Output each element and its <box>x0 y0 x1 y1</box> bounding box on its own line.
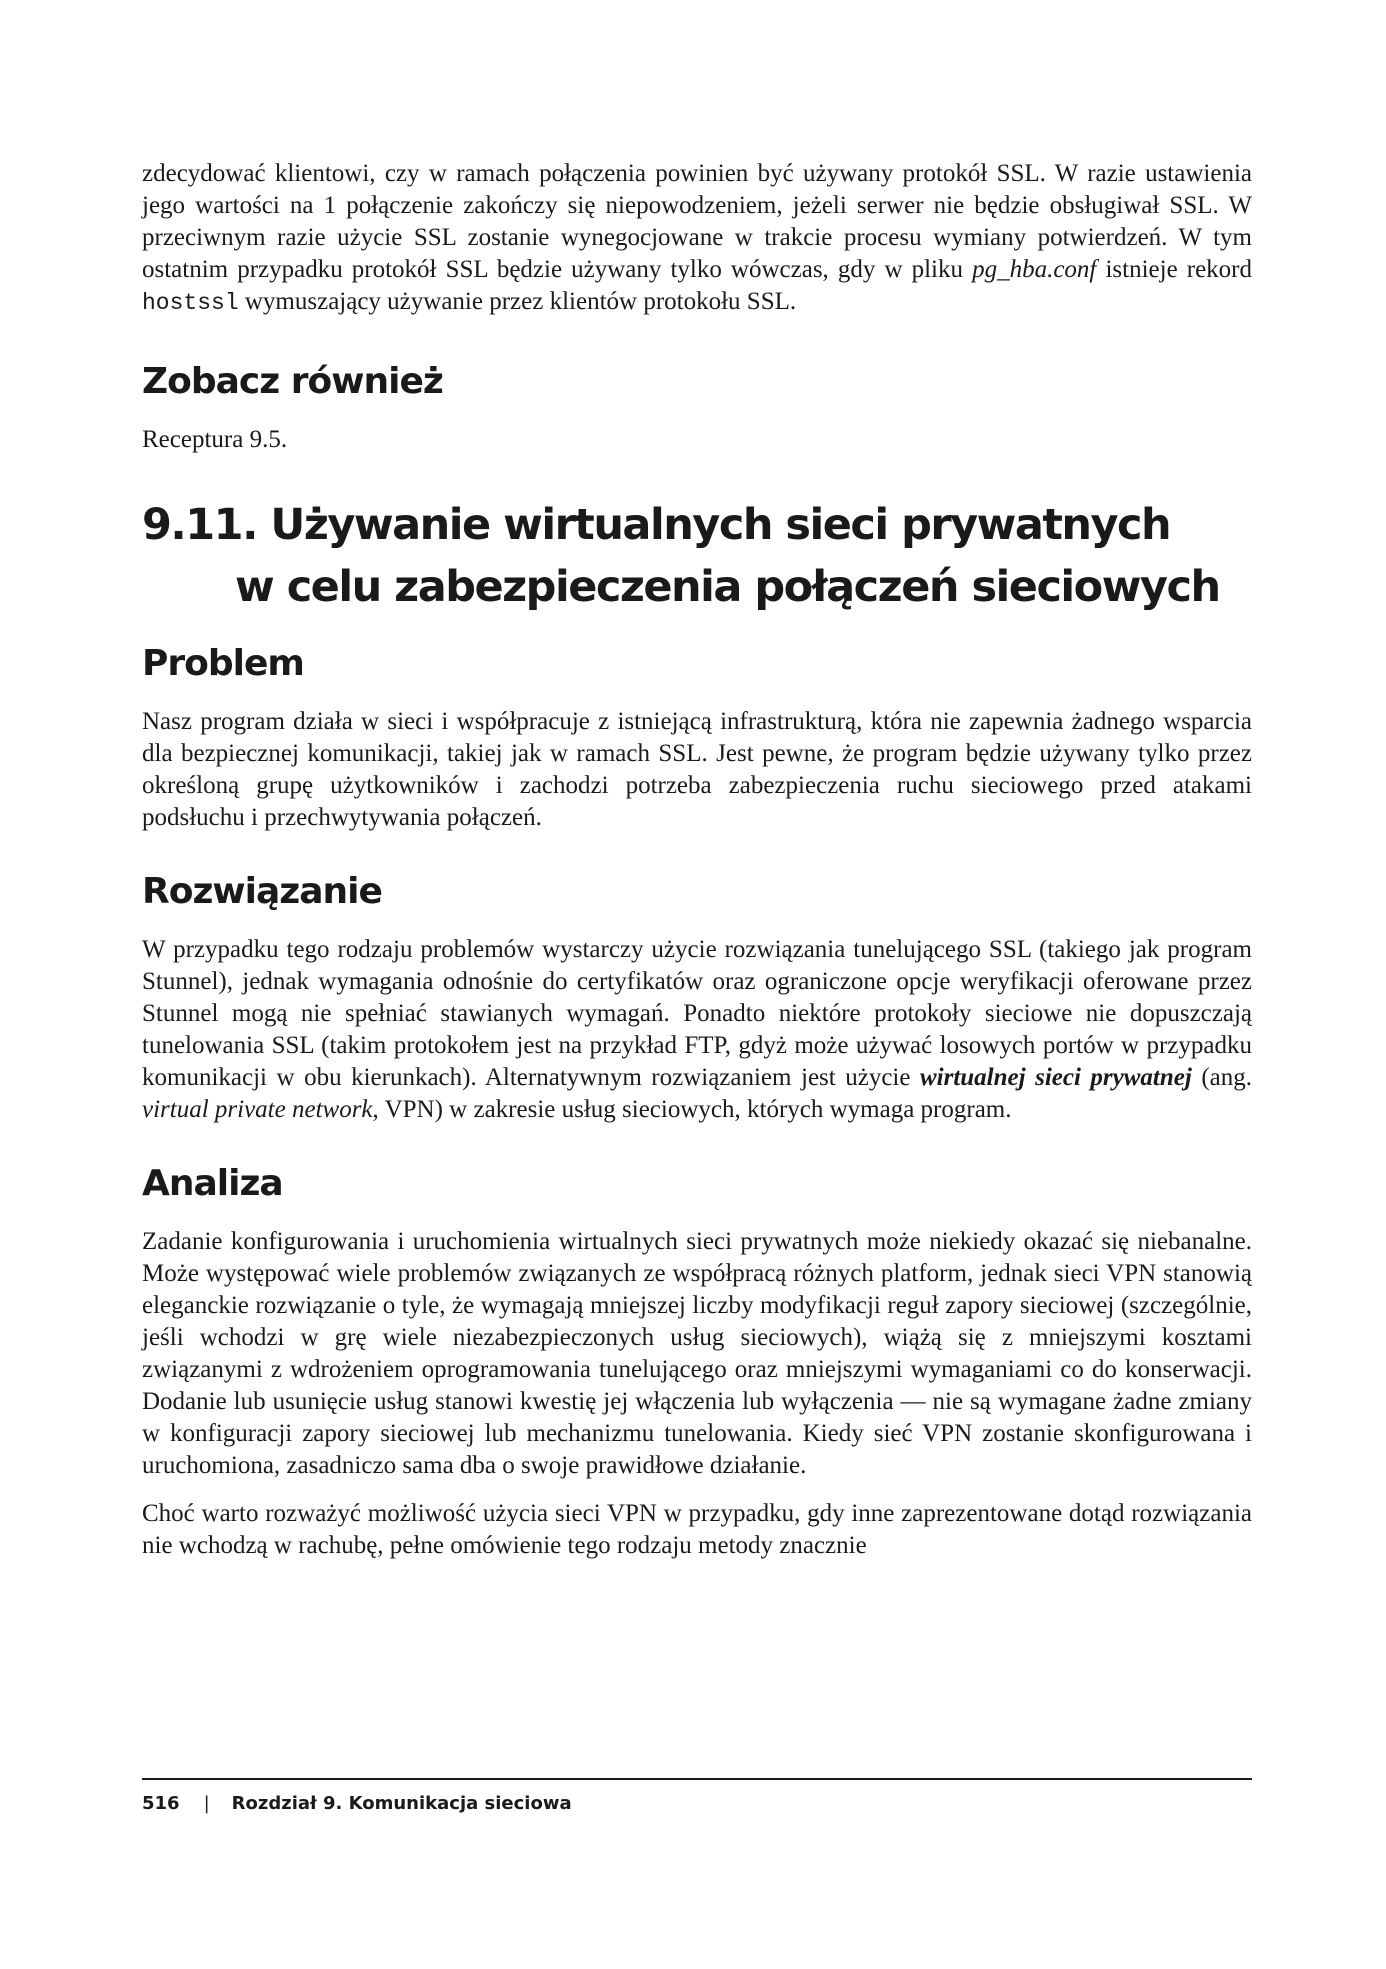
solution-text-3: , VPN) w zakresie usług sieciowych, których wymaga program. <box>372 1096 1012 1123</box>
chapter-title-line2: w celu zabezpieczenia połączeń sieciowych <box>235 562 1220 612</box>
heading-analysis: Analiza <box>142 1163 283 1204</box>
footer-chapter: Rozdział 9. Komunikacja sieciowa <box>231 1793 572 1814</box>
chapter-title-line1: 9.11. Używanie wirtualnych sieci prywatnych <box>142 500 1171 550</box>
intro-text-1: zdecydować klientowi, czy w ramach połączenia powinien być używany protokół SSL. W razie ustawienia jego wartości na 1 połączenie zakończy się niepowodzeniem, jeżeli serwer nie będzie obsługiwał SSL. W przeciwnym razie użycie SSL zostanie wynegocjowane w trakcie procesu wymiany potwierdzeń. W tym ostatnim przypadku protokół SSL będzie używany tylko wówczas, gdy w pliku <box>142 160 1252 283</box>
term-vpn-en: virtual private network <box>142 1096 373 1123</box>
analysis-paragraph-2: Choć warto rozważyć możliwość użycia sieci VPN w przypadku, gdy inne zaprezentowane dotąd rozwiązania nie wchodzą w rachubę, pełne omówienie tego rodzaju metody znacznie <box>142 1500 1252 1559</box>
problem-text: Nasz program działa w sieci i współpracuje z istniejącą infrastrukturą, która nie zapewnia żadnego wsparcia dla bezpiecznej komunikacji, takiej jak w ramach SSL. Jest pewne, że program będzie używany tylko przez określoną grupę użytkowników i zachodzi potrzeba zabezpieczenia ruchu sieciowego przed atakami podsłuchu i przechwytywania połączeń. <box>142 708 1252 831</box>
see-also-text: Receptura 9.5. <box>142 426 288 453</box>
page-content <box>142 158 1252 1562</box>
page-number: 516 <box>142 1793 180 1814</box>
page-footer <box>142 1778 1252 1816</box>
analysis-paragraph-1: Zadanie konfigurowania i uruchomienia wirtualnych sieci prywatnych może niekiedy okazać się niebanalne. Może występować wiele problemów związanych ze współpracą różnych platform, jednak sieci VPN stanowią eleganckie rozwiązanie o tyle, że wymagają mniejszej liczby modyfikacji reguł zapory sieciowej (szczególnie, jeśli wchodzi w grę wiele niezabezpieczonych usług sieciowych), wiążą się z mniejszymi kosztami związanymi z wdrożeniem oprogramowania tunelującego oraz mniejszymi wymaganiami co do konserwacji. Dodanie lub usunięcie usług stanowi kwestię jej włączenia lub wyłączenia — nie są wymagane żadne zmiany w konfiguracji zapory sieciowej lub mechanizmu tunelowania. Kiedy sieć VPN zostanie skonfigurowana i uruchomiona, zasadniczo sama dba o swoje prawidłowe działanie. <box>142 1228 1252 1479</box>
heading-problem: Problem <box>142 643 304 684</box>
solution-text-2: (ang. <box>1191 1064 1253 1091</box>
heading-see-also: Zobacz również <box>142 361 443 402</box>
intro-paragraph <box>142 158 1252 319</box>
term-vpn-pl: wirtualnej sieci prywatnej <box>919 1064 1192 1091</box>
solution-text <box>142 934 1252 1126</box>
intro-text-2: istnieje rekord <box>1096 256 1252 283</box>
footer-text <box>142 1792 1252 1816</box>
footer-separator: | <box>203 1793 210 1814</box>
chapter-title <box>142 494 1252 618</box>
filename-pg-hba: pg_hba.conf <box>972 256 1097 283</box>
heading-solution: Rozwiązanie <box>142 871 382 912</box>
intro-text-3: wymuszający używanie przez klientów protokołu SSL. <box>238 288 797 315</box>
solution-text-1: W przypadku tego rodzaju problemów wystarczy użycie rozwiązania tunelującego SSL (takiego jak program Stunnel), jednak wymagania odnośnie do certyfikatów oraz ograniczone opcje weryfikacji oferowane przez Stunnel mogą nie spełniać stawianych wymagań. Ponadto niektóre protokoły sieciowe nie dopuszczają tunelowania SSL (takim protokołem jest na przykład FTP, gdyż może używać losowych portów w przypadku komunikacji w obu kierunkach). Alternatywnym rozwiązaniem jest użycie <box>142 936 1252 1091</box>
code-hostssl: hostssl <box>142 290 239 316</box>
